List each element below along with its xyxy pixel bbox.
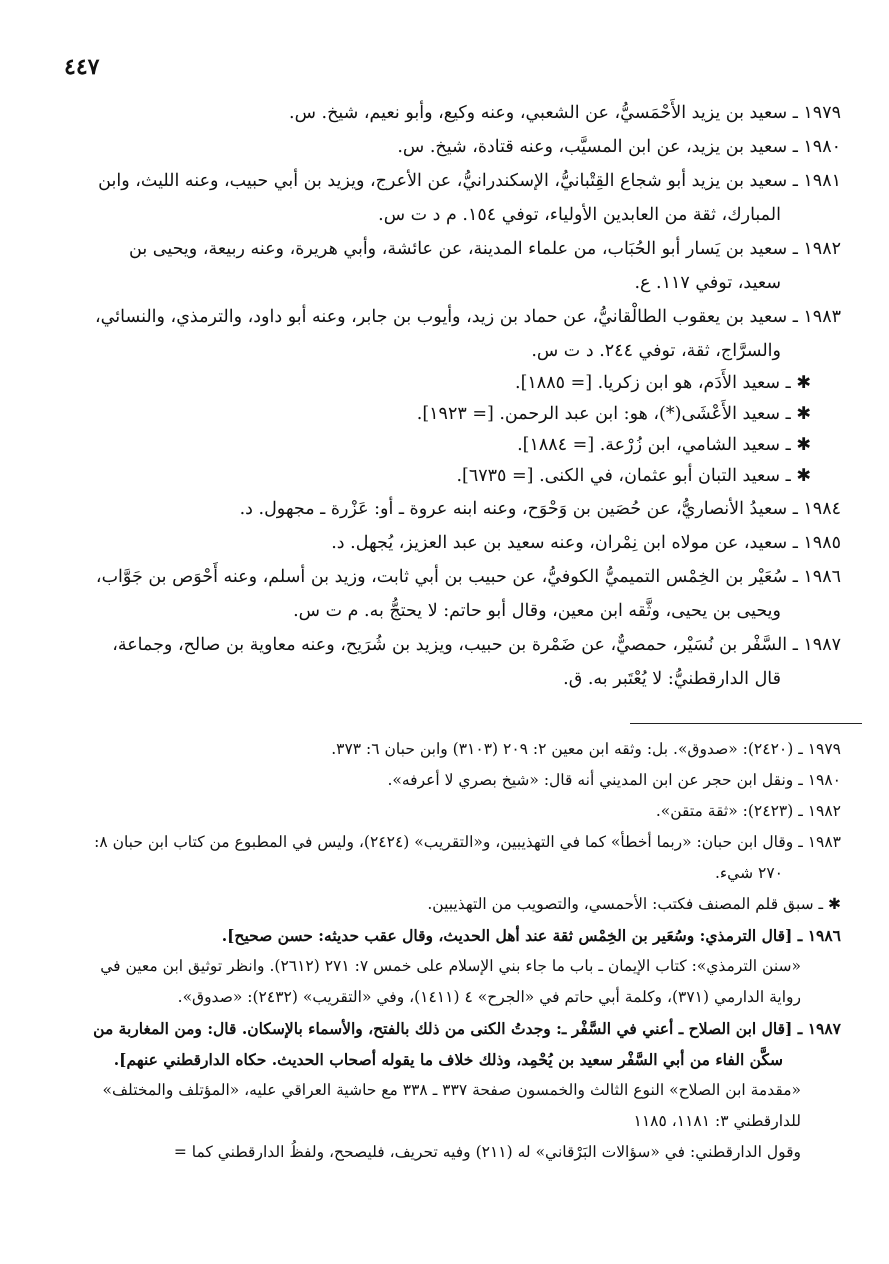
footnote-separator	[630, 723, 862, 724]
footnote: «مقدمة ابن الصلاح» النوع الثالث والخمسون صفحة ٣٣٧ ـ ٣٣٨ مع حاشية العراقي عليه، «المؤتلف والمختلف» للدارقطني ٣: ١١٨١، ١١٨٥	[102, 1081, 801, 1130]
footnote: ١٩٨٢ ـ (٢٤٢٣): «ثقة متقن».	[655, 802, 841, 820]
biography-entry: ١٩٧٩ ـ سعيد بن يزيد الأَحْمَسيُّ، عن الشعبي، وعنه وكيع، وأبو نعيم، شيخ. س.	[289, 103, 841, 123]
main-text	[90, 96, 841, 696]
biography-entry: ١٩٨١ ـ سعيد بن يزيد أبو شجاع القِتْبانيُّ، الإسكندرانيُّ، عن الأعرج، ويزيد بن أبي حبيب، وعنه الليث، وابن المبارك، ثقة من العابدين الأولياء، توفي ١٥٤. م د ت س.	[98, 171, 841, 225]
page-number: ٤٤٧	[64, 54, 100, 80]
biography-entry: ١٩٨٠ ـ سعيد بن يزيد، عن ابن المسيَّب، وعنه قتادة، شيخ. س.	[397, 137, 841, 157]
cross-reference-entry: ✱ ـ سعيد الأَعْشَى(*)، هو: ابن عبد الرحمن. [= ١٩٢٣].	[416, 404, 811, 424]
cross-reference-entry: ✱ ـ سعيد الشامي، ابن زُرْعة. [= ١٨٨٤].	[517, 435, 811, 455]
cross-reference-entry: ✱ ـ سعيد الأَدَم، هو ابن زكريا. [= ١٨٨٥].	[515, 373, 811, 393]
footnote: ١٩٨٧ ـ [قال ابن الصلاح ـ أعني في السَّفْر ـ: وجدتُ الكنى من ذلك بالفتح، والأسماء بالإسكان. قال: ومن المغاربة من سكَّن الفاء من أبي السَّفْر سعيد بن يُحْمِد، وذلك خلاف ما يقوله أصحاب الحديث. حكاه الدارقطني عنهم].	[93, 1019, 841, 1069]
footnote: ١٩٨٠ ـ ونقل ابن حجر عن ابن المديني أنه قال: «شيخ بصري لا أعرفه».	[387, 771, 841, 789]
biography-entry: ١٩٨٤ ـ سعيدُ الأنصاريُّ، عن حُصَين بن وَحْوَح، وعنه ابنه عروة ـ أو: عَزْرة ـ مجهول. د.	[239, 499, 841, 519]
cross-reference-entry: ✱ ـ سعيد التبان أبو عثمان، في الكنى. [= ٦٧٣٥].	[456, 466, 811, 486]
biography-entry: ١٩٨٧ ـ السَّفْر بن نُسَيْر، حمصيٌّ، عن ضَمْرة بن حبيب، ويزيد بن شُرَيح، وعنه معاوية بن صالح، وجماعة، قال الدارقطنيُّ: لا يُعْتَبر به. ق.	[112, 635, 841, 689]
biography-entry: ١٩٨٣ ـ سعيد بن يعقوب الطالْقانيُّ، عن حماد بن زيد، وأيوب بن جابر، وعنه أبو داود، والترمذي، والنسائي، والسرَّاج، ثقة، توفي ٢٤٤. د ت س.	[95, 307, 841, 361]
footnote: ١٩٧٩ ـ (٢٤٢٠): «صدوق». بل: وثقه ابن معين ٢: ٢٠٩ (٣١٠٣) وابن حبان ٦: ٣٧٣.	[331, 740, 841, 758]
footnote: وقول الدارقطني: في «سؤالات البَرْقاني» له (٢١١) وفيه تحريف، فليصحح، ولفظُ الدارقطني كما =	[173, 1143, 801, 1161]
footnote: «سنن الترمذي»: كتاب الإيمان ـ باب ما جاء بني الإسلام على خمس ٧: ٢٧١ (٢٦١٢). وانظر توثيق ابن معين في رواية الدارمي (٣٧١)، وكلمة أبي حاتم في «الجرح» ٤ (١٤١١)، وفي «التقريب» (٢٤٣٢): «صدوق».	[100, 957, 801, 1006]
footnote: ١٩٨٣ ـ وقال ابن حبان: «ربما أخطأ» كما في التهذيبين، و«التقريب» (٢٤٢٤)، وليس في المطبوع من كتاب ابن حبان ٨: ٢٧٠ شيء.	[94, 833, 841, 882]
biography-entry: ١٩٨٦ ـ سُعَيْر بن الخِمْس التميميُّ الكوفيُّ، عن حبيب بن أبي ثابت، وزيد بن أسلم، وعنه أَحْوَص بن جَوَّاب، ويحيى بن يحيى، وثَّقه ابن معين، وقال أبو حاتم: لا يحتجُّ به. م ت س.	[95, 567, 841, 621]
biography-entry: ١٩٨٢ ـ سعيد بن يَسار أبو الحُبَاب، من علماء المدينة، عن عائشة، وأبي هريرة، وعنه ربيعة، ويحيى بن سعيد، توفي ١١٧. ع.	[129, 239, 841, 293]
footnote: ✱ ـ سبق قلم المصنف فكتب: الأحمسي، والتصويب من التهذيبين.	[427, 895, 841, 913]
footnote: ١٩٨٦ ـ [قال الترمذي: وسُعَير بن الخِمْس ثقة عند أهل الحديث، وقال عقب حديثه: حسن صحيح].	[221, 926, 841, 945]
footnotes	[78, 734, 841, 1168]
biography-entry: ١٩٨٥ ـ سعيد، عن مولاه ابن نِمْران، وعنه سعيد بن عبد العزيز، يُجهل. د.	[331, 533, 841, 553]
